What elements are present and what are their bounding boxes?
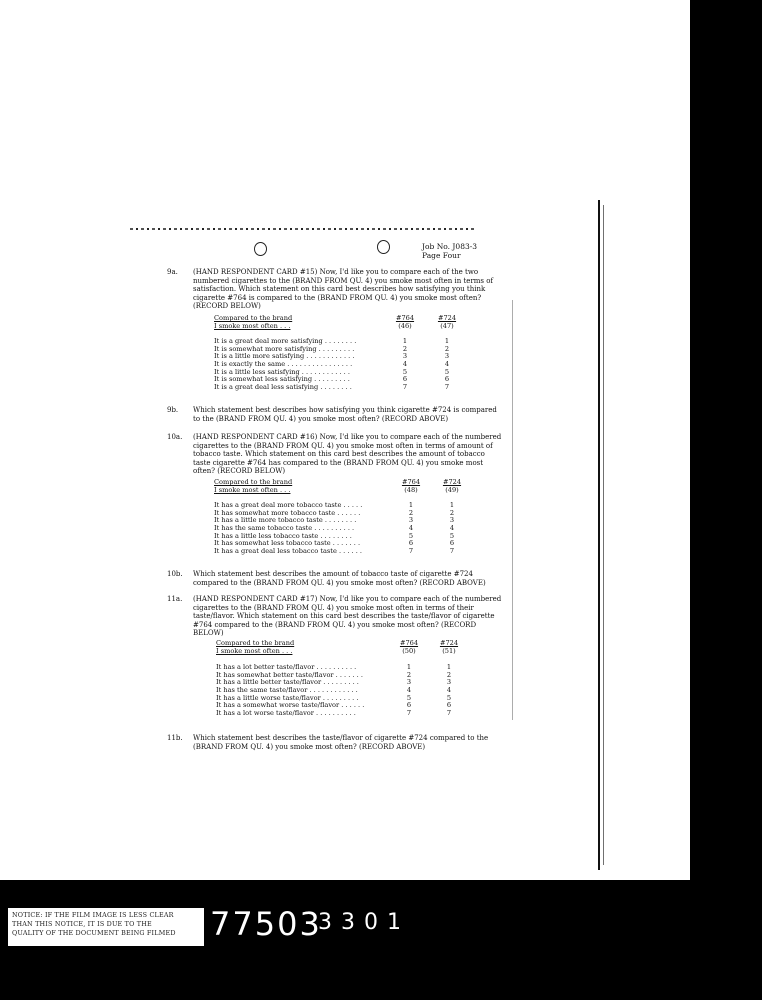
question-number: 10b. [167,570,183,578]
column-code: (46) [398,321,412,330]
column-724 [437,479,467,494]
table-row: It has a lot better taste/flavor . . . . . . . . . . 1 1 [216,663,452,671]
table-row: It has the same tobacco taste . . . . . . . . . . 4 4 [214,524,455,533]
column-title: #724 [437,314,457,322]
header-line-1: Compared to the brand [214,314,293,322]
scan-edge-line [512,300,513,720]
column-code: (50) [402,646,416,655]
question-10a [167,433,503,476]
header-line-2: I smoke most often . . . [214,321,291,330]
question-11a [167,595,503,638]
table-rows [216,664,486,718]
question-number: 11a. [167,595,183,603]
table-row: It is a great deal less satisfying . . . . . . . . 7 7 [214,383,450,392]
table-header [214,315,324,330]
table-row: It has a great deal less tobacco taste . . . . . . 7 7 [214,547,455,556]
question-number: 9b. [167,406,179,414]
column-code: (51) [442,646,456,655]
table-row: It has a lot worse taste/flavor . . . . . . . . . . 7 7 [216,709,452,718]
column-764 [390,315,420,330]
question-number: 10a. [167,433,183,441]
table-10a [214,479,484,569]
header-line-1: Compared to the brand [216,639,295,647]
document-number: 77503 [210,905,322,943]
question-9a [167,268,503,311]
column-764 [396,479,426,494]
question-number: 9a. [167,268,178,276]
table-9a [214,315,484,405]
scan-edge-line [598,200,600,870]
page-label: Page Four [422,251,461,260]
job-number: Job No. J083-3 [422,242,478,251]
column-title: #724 [439,639,459,647]
table-row: It has somewhat less tobacco taste . . . . . . . 6 6 [214,539,455,548]
hole-punch-left [254,242,267,256]
column-code: (48) [404,485,418,494]
table-row: It has a little more tobacco taste . . . . . . . . 3 3 [214,516,455,525]
question-9b [167,406,503,423]
table-row: It is exactly the same . . . . . . . . . . . . . . . . 4 4 [214,360,450,369]
table-row: It has somewhat more tobacco taste . . . . . . 2 2 [214,508,455,517]
header-line-2: I smoke most often . . . [214,485,291,494]
document-suffix: 3301 [318,910,410,935]
column-title: #764 [395,314,415,322]
column-724 [434,640,464,655]
column-title: #724 [442,478,462,486]
question-text: Which statement best describes the amount of tobacco taste of cigarette #724 compared to the (BRAND FROM QU. 4) you smoke most often? (RECORD ABOVE) [193,570,486,587]
question-11b [167,734,503,751]
column-code: (49) [445,485,459,494]
column-724 [432,315,462,330]
table-rows [214,502,484,556]
question-text: (HAND RESPONDENT CARD #16) Now, I'd like you to compare each of the numbered cigarettes to the (BRAND FROM QU. 4) you smoke most often in terms of amount of tobacco taste. Which statement on this card best describes the amount of tobacco taste cigarette #764 has compared to the (BRAND FROM QU. 4) you smoke most often? (RECORD BELOW) [193,433,502,476]
header-line-2: I smoke most often . . . [216,646,293,655]
scan-border-right [690,0,762,1000]
question-text: Which statement best describes the taste/flavor of cigarette #724 compared to the (BRAND FROM QU. 4) you smoke most often? (RECORD ABOVE) [193,734,489,751]
question-text: (HAND RESPONDENT CARD #17) Now, I'd like you to compare each of the numbered cigarettes to the (BRAND FROM QU. 4) you smoke most often in terms of their taste/flavor. Which statement on this card best describes the taste/flavor of cigarette #764 compared to the (BRAND FROM QU. 4) you smoke most often? (RECORD BELOW) [193,595,502,638]
scan-header-rule [130,228,475,230]
notice-line: QUALITY OF THE DOCUMENT BEING FILMED [12,929,176,937]
table-row: It has a somewhat worse taste/flavor . . . . . . 6 6 [216,701,452,710]
table-row: It has a great deal more tobacco taste . . . . . 1 1 [214,501,455,509]
column-764 [394,640,424,655]
column-title: #764 [399,639,419,647]
table-11a [216,640,486,732]
table-row: It is somewhat more satisfying . . . . . . . . . 2 2 [214,344,450,353]
table-header [216,640,326,655]
table-row: It has somewhat better taste/flavor . . . . . . . 2 2 [216,670,452,679]
question-text: (HAND RESPONDENT CARD #15) Now, I'd like you to compare each of the two numbered cigarettes to the (BRAND FROM QU. 4) you smoke most often in terms of satisfaction. Which statement on this card best describes how satisfying you think cigarette #764 is compared to the (BRAND FROM QU. 4) you smoke most often? (RECORD BELOW) [193,268,494,311]
table-row: It is a great deal more satisfying . . . . . . . . 1 1 [214,337,450,345]
table-header [214,479,324,494]
scan-edge-line [603,205,604,865]
column-code: (47) [440,321,454,330]
question-text: Which statement best describes how satisfying you think cigarette #724 is compared to the (BRAND FROM QU. 4) you smoke most often? (RECORD ABOVE) [193,406,497,423]
table-rows [214,338,484,392]
table-row: It has the same taste/flavor . . . . . . . . . . . . 4 4 [216,686,452,695]
notice-line: NOTICE: IF THE FILM IMAGE IS LESS CLEAR [12,911,174,919]
table-row: It has a little less tobacco taste . . . . . . . . 5 5 [214,531,455,540]
table-row: It has a little better taste/flavor . . . . . . . . . 3 3 [216,678,452,687]
column-title: #764 [401,478,421,486]
table-row: It is somewhat less satisfying . . . . . . . . . 6 6 [214,375,450,384]
table-row: It is a little less satisfying . . . . . . . . . . . . 5 5 [214,367,450,376]
film-notice [8,908,204,946]
question-number: 11b. [167,734,183,742]
hole-punch-right [377,240,390,254]
table-row: It has a little worse taste/flavor . . . . . . . . . 5 5 [216,693,452,702]
notice-line: THAN THIS NOTICE, IT IS DUE TO THE [12,920,152,928]
question-10b [167,570,503,587]
header-line-1: Compared to the brand [214,478,293,486]
table-row: It is a little more satisfying . . . . . . . . . . . . 3 3 [214,352,450,361]
job-info [422,242,477,260]
